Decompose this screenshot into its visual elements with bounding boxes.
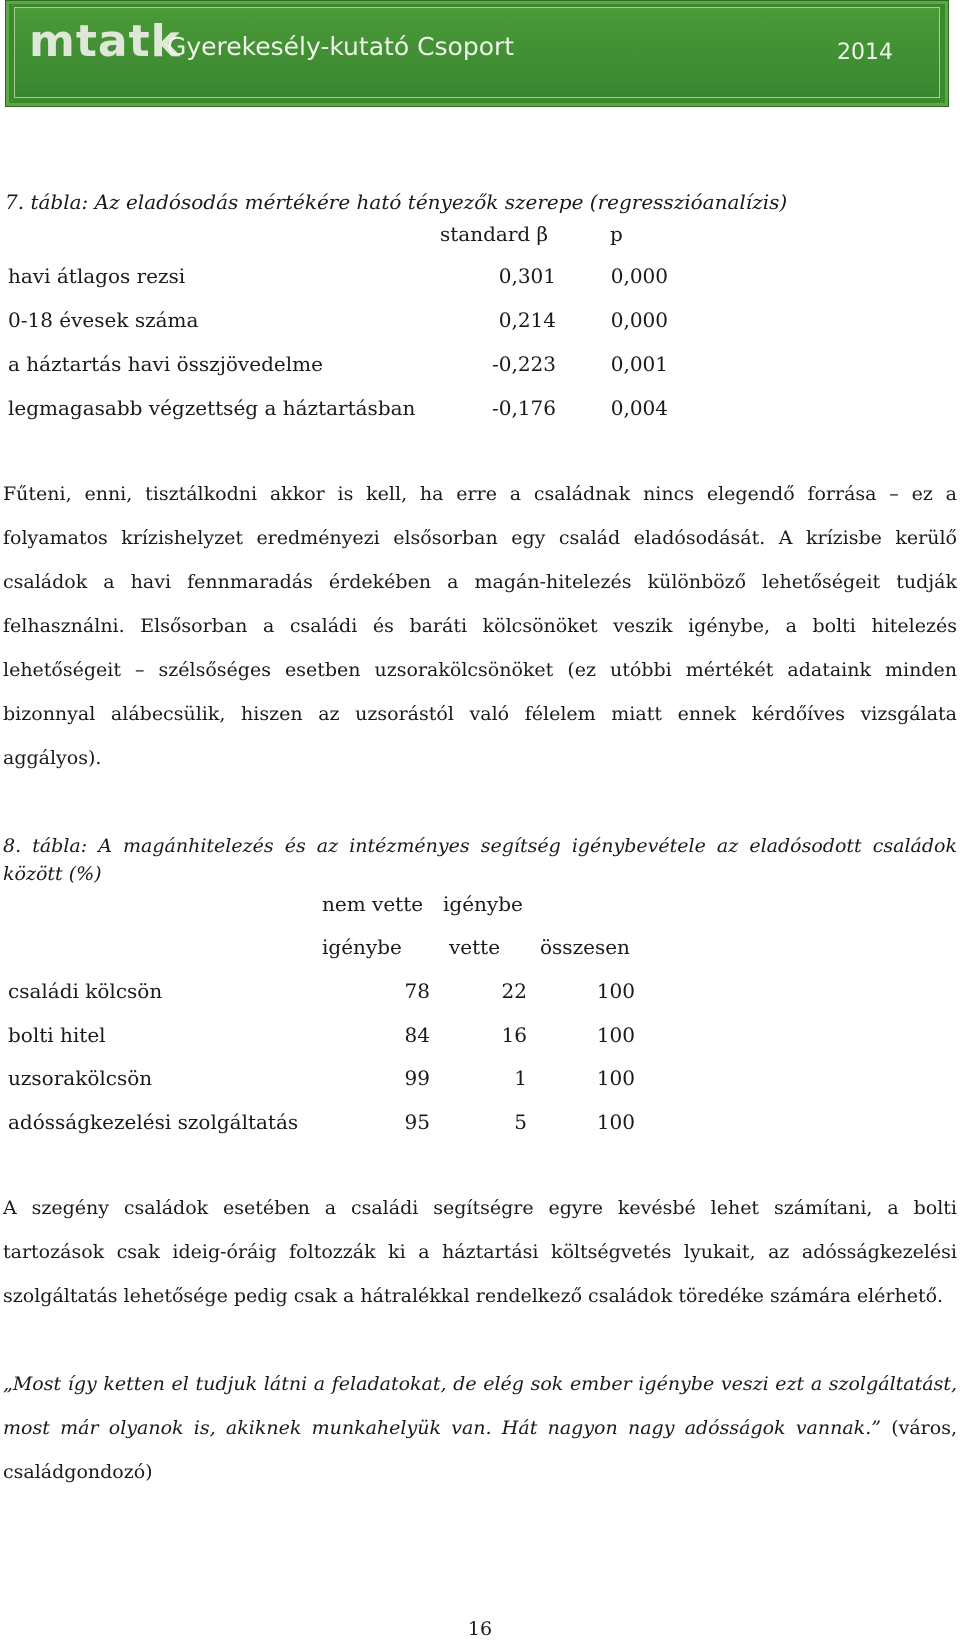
table8-head-nem-vette: nem vette bbox=[322, 892, 424, 916]
page-number: 16 bbox=[467, 1618, 493, 1640]
table7-row-beta: -0,223 bbox=[491, 352, 556, 376]
mtatk-logo: mtatk bbox=[29, 16, 181, 67]
banner-frame bbox=[14, 7, 940, 98]
header-banner bbox=[5, 0, 949, 107]
table8-row-ossz: 100 bbox=[596, 1023, 635, 1047]
quote-text: „Most így ketten el tudjuk látni a feladatokat, de elég sok ember igénybe veszi ezt a szolgáltatást, most már olyanok is, akiknek munkahelyük van. Hát nagyon nagy adósságok vannak.” bbox=[3, 1373, 957, 1439]
table7-row-p: 0,001 bbox=[610, 352, 668, 376]
table7-row-label: 0-18 évesek száma bbox=[8, 308, 199, 332]
table7-caption: 7. tábla: Az eladósodás mértékére ható tényezők szerepe (regresszióanalízis) bbox=[5, 190, 788, 214]
table7-row-beta: -0,176 bbox=[491, 396, 556, 420]
table7-row-p: 0,004 bbox=[610, 396, 668, 420]
table8-row-label: családi kölcsön bbox=[8, 979, 163, 1003]
table8-row-vette: 16 bbox=[501, 1023, 527, 1047]
table8-row-nem: 95 bbox=[404, 1110, 430, 1134]
table8-row-label: adósságkezelési szolgáltatás bbox=[8, 1110, 299, 1134]
table7-row-label: a háztartás havi összjövedelme bbox=[8, 352, 323, 376]
table8-head-vette: vette bbox=[449, 935, 501, 959]
banner-title: Gyerekesély-kutató Csoport bbox=[167, 32, 515, 61]
interview-quote bbox=[3, 1362, 957, 1494]
table8-row-label: bolti hitel bbox=[8, 1023, 106, 1047]
table8-row-vette: 22 bbox=[501, 979, 527, 1003]
table7-row-beta: 0,214 bbox=[498, 308, 556, 332]
table8-row-ossz: 100 bbox=[596, 979, 635, 1003]
table7-row-p: 0,000 bbox=[610, 264, 668, 288]
table7-row-p: 0,000 bbox=[610, 308, 668, 332]
banner-year: 2014 bbox=[837, 40, 893, 65]
table8-head-osszesen: összesen bbox=[540, 935, 630, 959]
body-paragraph-2: A szegény családok esetében a családi segítségre egyre kevésbé lehet számítani, a bolti tartozások csak ideig-óráig foltozzák ki a háztartási költségvetés lyukait, az adósságkezelési szolgáltatás lehetősége pedig csak a hátralékkal rendelkező családok töredéke számára elérhető. bbox=[3, 1197, 957, 1307]
table8-row-nem: 99 bbox=[404, 1066, 430, 1090]
table8-head-igenybe-2: igénybe bbox=[322, 935, 402, 959]
table7-row-label: havi átlagos rezsi bbox=[8, 264, 186, 288]
table7-col-p: p bbox=[610, 222, 623, 246]
table7-row-label: legmagasabb végzettség a háztartásban bbox=[8, 396, 416, 420]
table8-row-label: uzsorakölcsön bbox=[8, 1066, 153, 1090]
table8-caption: 8. tábla: A magánhitelezés és az intézményes segítség igénybevétele az eladósodott családok között (%) bbox=[3, 835, 957, 885]
quote-source: (város, családgondozó) bbox=[3, 1417, 957, 1483]
table8-row-ossz: 100 bbox=[596, 1066, 635, 1090]
table7-row-beta: 0,301 bbox=[498, 264, 556, 288]
body-paragraph-1: Fűteni, enni, tisztálkodni akkor is kell, ha erre a családnak nincs elegendő forrása – ez a folyamatos krízishelyzet eredményezi elsősorban egy család eladósodását. A krízisbe kerülő családok a havi fennmaradás érdekében a magán-hitelezés különböző lehetőségeit tudják felhasználni. Elsősorban a családi és baráti kölcsönöket veszik igénybe, a bolti hitelezés lehetőségeit – szélsőséges esetben uzsorakölcsönöket (ez utóbbi mértékét adataink minden bizonnyal alábecsülik, hiszen az uzsorástól való félelem miatt ennek kérdőíves vizsgálata aggályos). bbox=[3, 483, 957, 769]
table7-col-beta: standard β bbox=[440, 222, 549, 246]
table8-head-igenybe: igénybe bbox=[443, 892, 523, 916]
table8-row-nem: 78 bbox=[404, 979, 430, 1003]
table8-row-vette: 5 bbox=[514, 1110, 527, 1134]
table8-row-vette: 1 bbox=[514, 1066, 527, 1090]
table8-row-nem: 84 bbox=[404, 1023, 430, 1047]
table8-row-ossz: 100 bbox=[596, 1110, 635, 1134]
